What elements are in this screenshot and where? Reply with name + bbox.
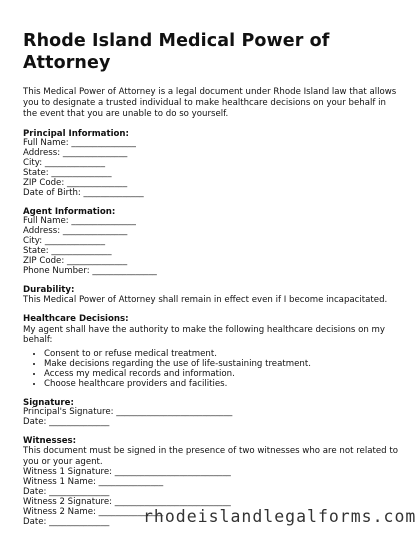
agent-full-name-field: Full Name: _______________ [23,216,136,227]
agent-address-field: Address: _______________ [23,226,128,237]
principal-zip-field: ZIP Code: ______________ [23,177,128,188]
list-item: • Choose healthcare providers and facilities. [44,380,399,390]
signature-date-field: Date: ______________ [23,416,110,427]
agent-section [23,207,399,277]
agent-zip-field: ZIP Code: ______________ [23,255,128,266]
decisions-section [23,314,399,390]
witness1-name-field: Witness 1 Name: _______________ [23,477,164,488]
witness2-date-field: Date: ______________ [23,516,110,527]
witness2-name-field: Witness 2 Name: _______________ [23,506,164,517]
agent-phone-field: Phone Number: _______________ [23,265,157,276]
intro-paragraph: This Medical Power of Attorney is a legal document under Rhode Island law that allows you to designate a trusted individual to make healthcare decisions on your behalf in the event that you are unable to do so yourself. [23,87,397,119]
principal-section [23,129,399,199]
durability-text: This Medical Power of Attorney shall remain in effect even if I become incapacitated. [23,295,388,306]
agent-state-field: State: ______________ [23,245,112,256]
list-item: • Consent to or refuse medical treatment. [44,350,399,360]
agent-city-field: City: ______________ [23,235,106,246]
principal-full-name-field: Full Name: _______________ [23,138,136,149]
witnesses-text: This document must be signed in the presence of two witnesses who are not related to you or your agent. [23,446,398,468]
footer-watermark: rhodeislandlegalforms.com [143,507,416,526]
document-title: Rhode Island Medical Power of Attorney [23,31,330,73]
principal-city-field: City: ______________ [23,158,106,169]
principal-address-field: Address: _______________ [23,148,128,159]
witness2-signature-field: Witness 2 Signature: ___________________________ [23,496,231,507]
witnesses-heading: Witnesses: [23,435,77,446]
signature-heading: Signature: [23,397,74,408]
list-item: • Make decisions regarding the use of life-sustaining treatment. [44,360,399,370]
decisions-heading: Healthcare Decisions: [23,314,129,324]
principal-heading: Principal Information: [23,128,129,139]
agent-heading: Agent Information: [23,206,116,217]
decisions-text: My agent shall have the authority to make the following healthcare decisions on my behalf: [23,324,386,346]
durability-heading: Durability: [23,284,75,295]
decisions-list [23,350,399,389]
witness1-signature-field: Witness 1 Signature: ___________________________ [23,467,231,478]
principal-dob-field: Date of Birth: ______________ [23,187,144,198]
witness1-date-field: Date: ______________ [23,486,110,497]
document-page [23,30,399,536]
list-item: • Access my medical records and information. [44,370,399,380]
principal-state-field: State: ______________ [23,167,112,178]
principal-signature-field: Principal's Signature: ___________________________ [23,407,233,417]
durability-section [23,285,399,306]
signature-section [23,398,399,428]
